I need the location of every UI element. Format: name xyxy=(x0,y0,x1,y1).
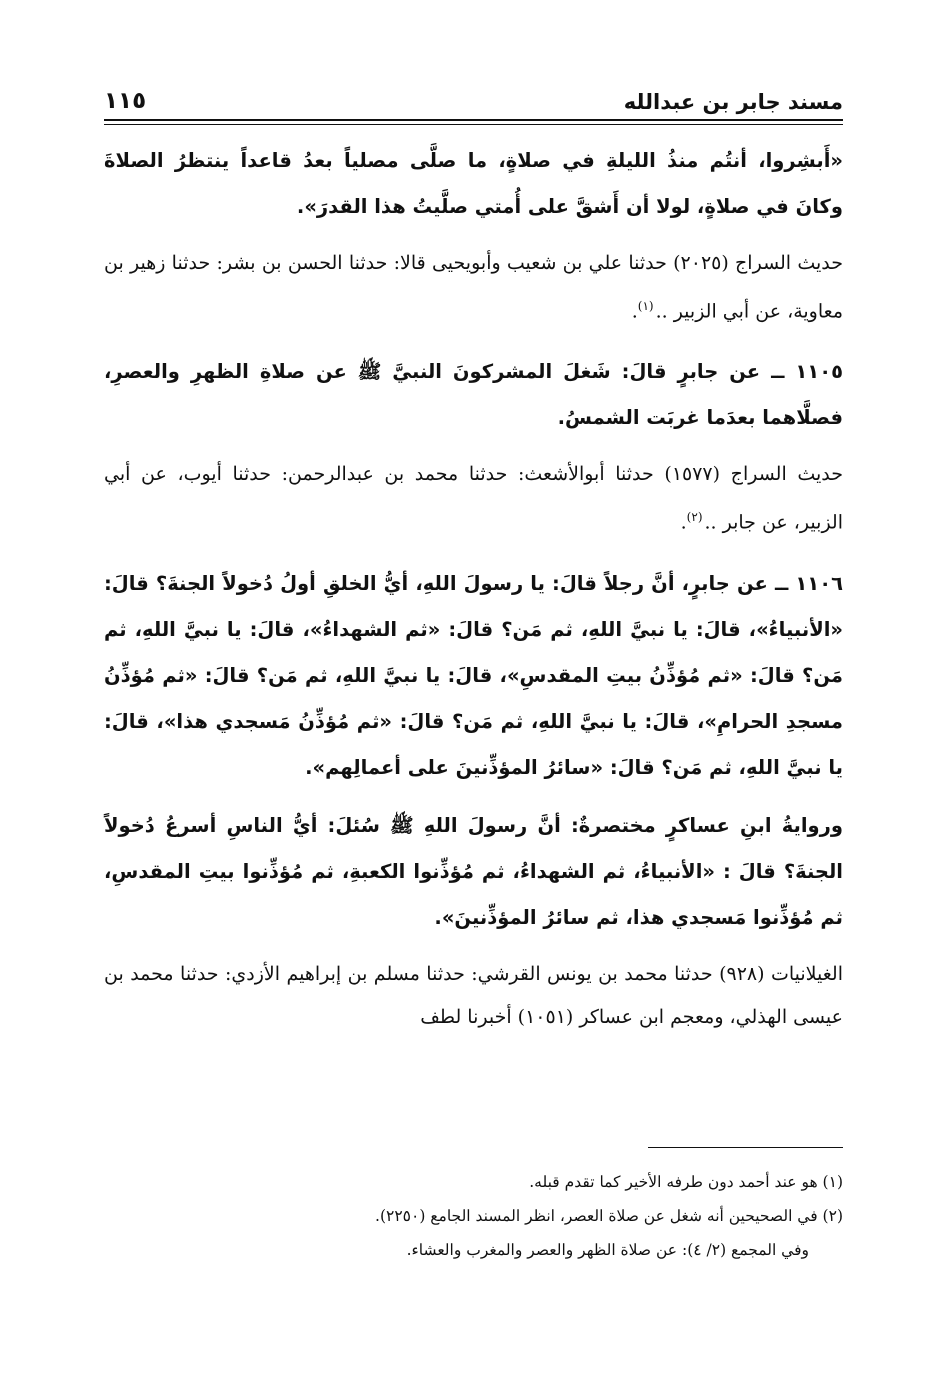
main-text xyxy=(104,138,843,1039)
page-number: ١١٥ xyxy=(104,88,147,114)
header-rule xyxy=(104,119,843,121)
header-rule-thin xyxy=(104,124,843,125)
takhrij-text: حديث السراج (١٥٧٧) حدثنا أبوالأشعث: حدثنا محمد بن عبدالرحمن: حدثنا أيوب، عن أبي الزبير، عن جابر .. xyxy=(104,463,844,534)
takhrij-paragraph xyxy=(104,242,843,333)
hadith-1106: ١١٠٦ ــ عن جابرٍ، أنَّ رجلاً قالَ: يا رسولَ اللهِ، أيُّ الخلقِ أولُ دُخولاً الجنةَ؟ قالَ: «الأنبياءُ»، قالَ: يا نبيَّ اللهِ، ثم مَن؟ قالَ: «ثم الشهداءُ»، قالَ: يا نبيَّ اللهِ، ثم مَن؟ قالَ: «ثم مُؤذِّنُ بيتِ المقدسِ»، قالَ: يا نبيَّ اللهِ، ثم مَن؟ قالَ: «ثم مُؤذِّنُ مسجدِ الحرامِ»، قالَ: يا نبيَّ اللهِ، ثم مَن؟ قالَ: «ثم مُؤذِّنُ مَسجدي هذا»، قالَ: يا نبيَّ اللهِ، ثم مَن؟ قالَ: «سائرُ المؤذِّنينَ على أعمالِهم». xyxy=(104,571,843,779)
footnote-1: (١) هو عند أحمد دون طرفه الأخير كما تقدم قبله. xyxy=(529,1173,843,1191)
footnote-ref: (١) xyxy=(637,299,654,313)
takhrij-text: حديث السراج (٢٠٢٥) حدثنا علي بن شعيب وأبويحيى قالا: حدثنا الحسن بن بشر: حدثنا زهير بن معاوية، عن أبي الزبير .. xyxy=(104,252,843,323)
footnote-ref: (٢) xyxy=(686,510,703,525)
variant-narration: وروايةُ ابنِ عساكرٍ مختصرةٌ: أنَّ رسولَ اللهِ ﷺ سُئلَ: أيُّ الناسِ أسرعُ دُخولاً الجنةَ؟ قالَ : «الأنبياءُ، ثم الشهداءُ، ثم مُؤذِّنوا الكعبةِ، ثم مُؤذِّنوا بيتِ المقدسِ، ثم مُؤذِّنوا مَسجدي هذا، ثم سائرُ المؤذِّنينَ». xyxy=(104,813,843,929)
hadith-1105: ١١٠٥ ــ عن جابرٍ قالَ: شَغلَ المشركونَ النبيَّ ﷺ عن صلاةِ الظهرِ والعصرِ، فصلَّاهما بعدَما غربَت الشمسُ. xyxy=(104,360,843,430)
hadith-text: «أَبشِروا، أنتُم منذُ الليلةِ في صلاةٍ، ما صلَّى مصلياً بعدُ قاعداً ينتظرُ الصلاةَ وكانَ في صلاةٍ، لولا أن أَشقَّ على أُمتي صلَّيتُ هذا القدرَ». xyxy=(104,149,843,218)
footnotes xyxy=(104,1165,843,1267)
footnote-2: (٢) في الصحيحين أنه شغل عن صلاة العصر، انظر المسند الجامع (٢٢٥٠). xyxy=(375,1207,843,1225)
punctuation: . xyxy=(680,511,687,534)
takhrij-paragraph: الغيلانيات (٩٢٨) حدثنا محمد بن يونس القرشي: حدثنا مسلم بن إبراهيم الأزدي: حدثنا محمد بن عيسى الهذلي، ومعجم ابن عساكر (١٠٥١) أخبرنا لطف xyxy=(104,962,843,1028)
running-title: مسند جابر بن عبدالله xyxy=(623,90,843,114)
takhrij-paragraph xyxy=(104,453,843,544)
footnote-separator xyxy=(648,1147,843,1148)
punctuation: . xyxy=(631,300,638,323)
footnote-2-continuation: وفي المجمع (٢/ ٤): عن صلاة الظهر والعصر والمغرب والعشاء. xyxy=(406,1241,809,1259)
page-header xyxy=(104,80,843,114)
